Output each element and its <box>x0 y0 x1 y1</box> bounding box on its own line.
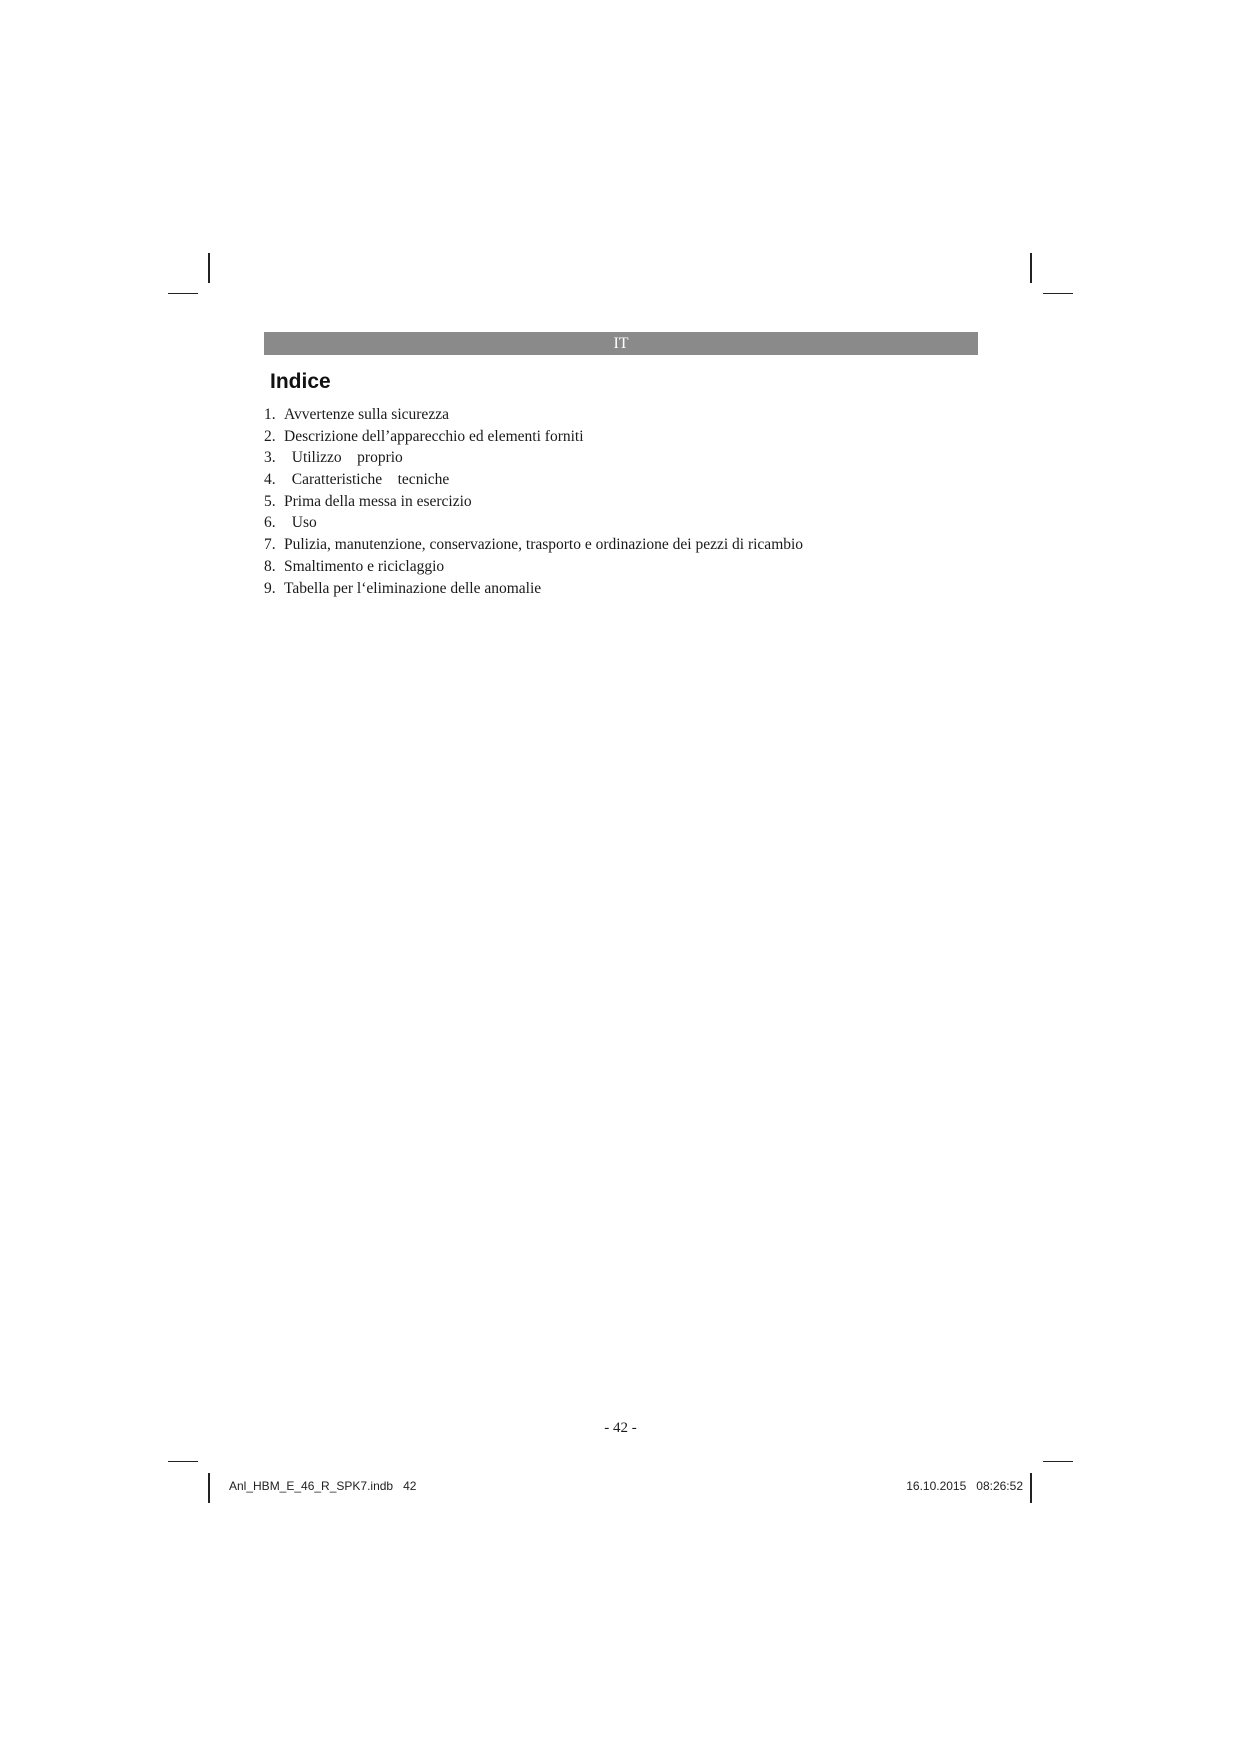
toc-item-number: 3. <box>264 449 276 467</box>
toc-item <box>264 578 803 600</box>
toc-item <box>264 534 803 556</box>
toc-item-text: Descrizione dell’apparecchio ed elementi forniti <box>284 427 584 445</box>
crop-mark <box>208 253 210 283</box>
toc-item-number: 2. <box>264 427 276 445</box>
toc-item <box>264 491 803 513</box>
crop-mark <box>1030 253 1032 283</box>
toc-item-text: Pulizia, manutenzione, conservazione, trasporto e ordinazione dei pezzi di ricambio <box>284 536 804 554</box>
table-of-contents <box>264 404 803 599</box>
toc-item-text: Utilizzo proprio <box>284 449 403 467</box>
toc-item-text: Caratteristiche tecniche <box>284 471 450 489</box>
toc-item <box>264 447 803 469</box>
crop-mark <box>208 1473 210 1503</box>
toc-item-number: 6. <box>264 514 276 532</box>
crop-mark <box>1043 1461 1073 1462</box>
toc-item <box>264 426 803 448</box>
crop-mark <box>1043 293 1073 294</box>
toc-item-number: 1. <box>264 406 276 423</box>
toc-item <box>264 512 803 534</box>
toc-item <box>264 404 803 426</box>
language-label: IT <box>613 335 629 352</box>
toc-item-number: 4. <box>264 471 276 489</box>
crop-mark <box>1030 1473 1032 1503</box>
crop-mark <box>168 1461 198 1462</box>
language-bar <box>264 332 978 355</box>
crop-mark <box>168 293 198 294</box>
toc-item-text: Prima della messa in esercizio <box>284 492 472 510</box>
toc-item <box>264 556 803 578</box>
print-timestamp: 16.10.2015 08:26:52 <box>906 1479 1023 1493</box>
toc-item-text: Smaltimento e riciclaggio <box>284 557 445 575</box>
toc-item-number: 7. <box>264 536 276 554</box>
page-title: Indice <box>270 370 331 393</box>
page-number: - 42 - <box>604 1420 637 1436</box>
toc-item-number: 5. <box>264 492 276 510</box>
file-slug: Anl_HBM_E_46_R_SPK7.indb 42 <box>229 1479 417 1493</box>
toc-item-number: 8. <box>264 557 276 575</box>
toc-item-text: Uso <box>284 514 317 532</box>
toc-item-text: Avvertenze sulla sicurezza <box>284 406 449 423</box>
toc-item <box>264 469 803 491</box>
toc-item-number: 9. <box>264 579 276 597</box>
toc-item-text: Tabella per l‘eliminazione delle anomalie <box>284 579 542 597</box>
